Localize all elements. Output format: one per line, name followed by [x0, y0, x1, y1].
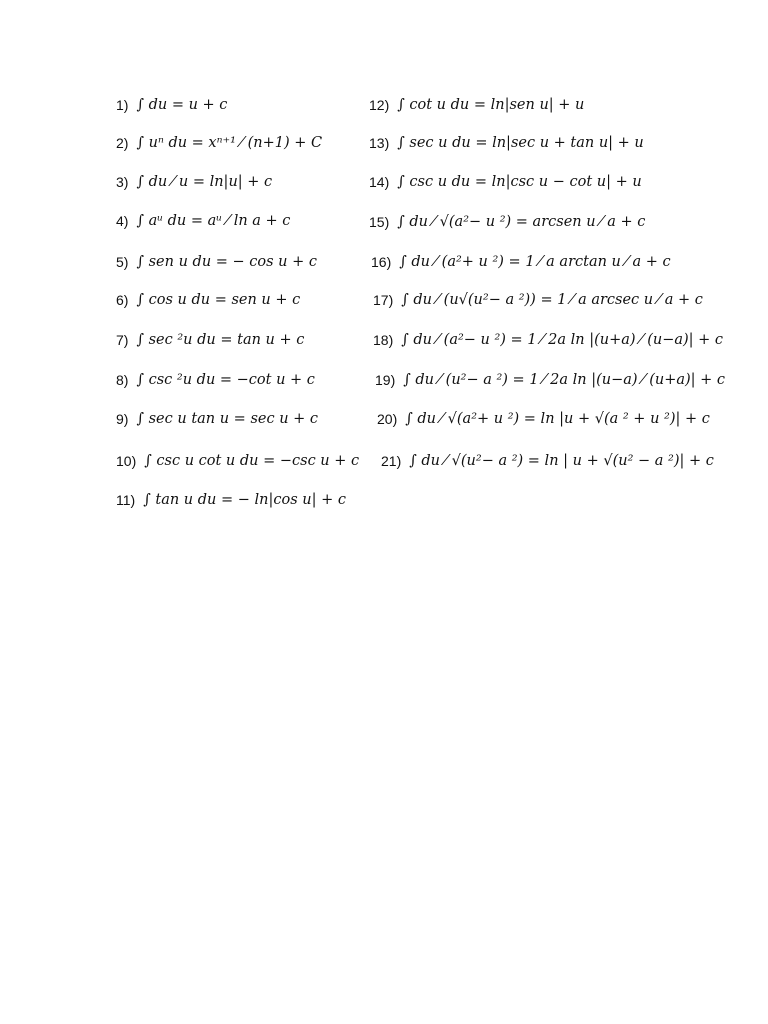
formula-number: 12) — [369, 97, 390, 114]
formula-number: 1) — [116, 97, 129, 114]
formula-expression: ∫ sec u tan u = sec u + c — [136, 411, 319, 427]
formula-7 — [116, 333, 304, 348]
formula-number: 6) — [116, 292, 129, 309]
formula-14 — [369, 175, 642, 190]
formula-18 — [373, 333, 723, 348]
formula-16 — [371, 255, 671, 270]
formula-15 — [369, 215, 645, 230]
formula-expression: ∫ sec ²u du = tan u + c — [136, 332, 305, 348]
formula-11 — [116, 493, 346, 508]
formula-number: 9) — [116, 411, 129, 428]
formula-5 — [116, 255, 317, 270]
formula-10 — [116, 454, 359, 469]
formula-number: 2) — [116, 135, 129, 152]
formula-expression: ∫ cos u du = sen u + c — [136, 292, 301, 308]
formula-number: 5) — [116, 254, 129, 271]
formula-1 — [116, 98, 227, 113]
formula-expression: ∫ du ⁄ (a²− u ²) = 1 ⁄ 2a ln |(u+a) ⁄ (u−a)| + c — [401, 332, 724, 348]
formula-expression: ∫ sec u du = ln|sec u + tan u| + u — [397, 135, 644, 151]
formula-20 — [377, 412, 710, 427]
formula-expression: ∫ du ⁄ √(a²+ u ²) = ln |u + √(a ² + u ²)| + c — [405, 411, 710, 427]
formula-expression: ∫ du ⁄ (a²+ u ²) = 1 ⁄ a arctan u ⁄ a + c — [399, 254, 671, 270]
formula-number: 15) — [369, 214, 390, 231]
formula-number: 4) — [116, 213, 129, 230]
formula-13 — [369, 136, 644, 151]
formula-number: 8) — [116, 372, 129, 389]
formula-17 — [373, 293, 703, 308]
formula-number: 3) — [116, 174, 129, 191]
formula-2 — [116, 136, 322, 151]
formula-21 — [381, 454, 714, 469]
formula-expression: ∫ du ⁄ u = ln|u| + c — [136, 174, 273, 190]
formula-4 — [116, 214, 290, 229]
formula-expression: ∫ uⁿ du = xⁿ⁺¹ ⁄ (n+1) + C — [136, 135, 323, 151]
formula-expression: ∫ du ⁄ √(u²− a ²) = ln | u + √(u² − a ²)| + c — [409, 453, 714, 469]
formula-expression: ∫ du ⁄ (u²− a ²) = 1 ⁄ 2a ln |(u−a) ⁄ (u+a)| + c — [403, 372, 726, 388]
formula-expression: ∫ csc u cot u du = −csc u + c — [144, 453, 360, 469]
formula-expression: ∫ csc u du = ln|csc u − cot u| + u — [397, 174, 642, 190]
formula-number: 20) — [377, 411, 398, 428]
formula-number: 11) — [116, 492, 136, 509]
formula-number: 7) — [116, 332, 129, 349]
formula-12 — [369, 98, 584, 113]
formula-8 — [116, 373, 315, 388]
formula-number: 13) — [369, 135, 390, 152]
formula-9 — [116, 412, 318, 427]
formula-expression: ∫ csc ²u du = −cot u + c — [136, 372, 315, 388]
formula-expression: ∫ du = u + c — [136, 97, 228, 113]
formula-3 — [116, 175, 272, 190]
formula-expression: ∫ sen u du = − cos u + c — [136, 254, 318, 270]
formula-number: 19) — [375, 372, 396, 389]
formula-6 — [116, 293, 300, 308]
formula-number: 17) — [373, 292, 394, 309]
formula-number: 21) — [381, 453, 402, 470]
formula-expression: ∫ aᵘ du = aᵘ ⁄ ln a + c — [136, 213, 291, 229]
formula-expression: ∫ cot u du = ln|sen u| + u — [397, 97, 585, 113]
formula-expression: ∫ du ⁄ √(a²− u ²) = arcsen u ⁄ a + c — [397, 214, 646, 230]
formula-number: 16) — [371, 254, 392, 271]
formula-expression: ∫ tan u du = − ln|cos u| + c — [143, 492, 346, 508]
formula-number: 14) — [369, 174, 390, 191]
formula-expression: ∫ du ⁄ (u√(u²− a ²)) = 1 ⁄ a arcsec u ⁄ a + c — [401, 292, 703, 308]
formula-number: 18) — [373, 332, 394, 349]
formula-19 — [375, 373, 725, 388]
formula-number: 10) — [116, 453, 137, 470]
